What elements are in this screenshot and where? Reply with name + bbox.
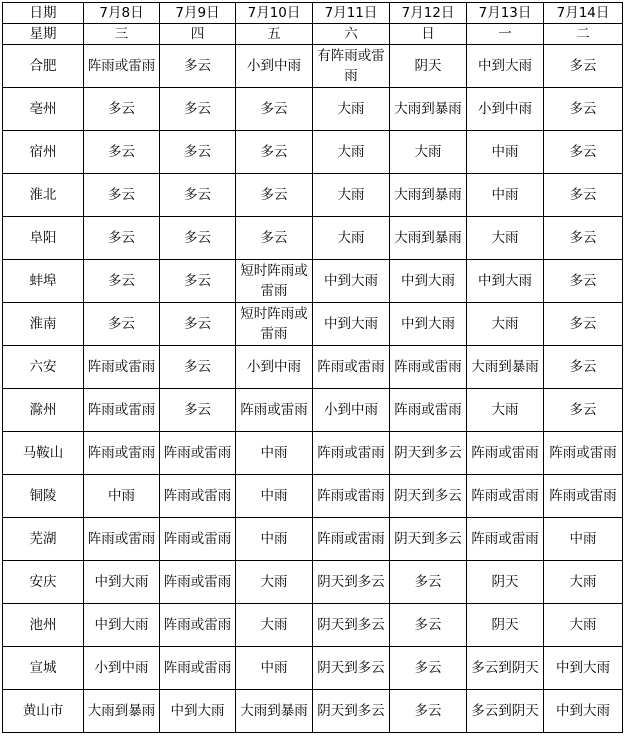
forecast-cell: 阵雨或雷雨 [84,518,160,561]
forecast-cell: 阵雨或雷雨 [236,389,313,432]
forecast-cell: 阵雨或雷雨 [84,45,160,88]
forecast-cell: 大雨 [467,389,544,432]
forecast-cell: 中雨 [467,174,544,217]
forecast-cell: 多云 [544,346,623,389]
city-name: 宿州 [3,131,84,174]
forecast-cell: 多云 [236,88,313,131]
forecast-cell: 中雨 [236,475,313,518]
city-name: 滁州 [3,389,84,432]
forecast-cell: 多云 [160,260,236,303]
table-row [3,346,623,389]
forecast-cell: 中雨 [467,131,544,174]
forecast-cell: 多云 [236,131,313,174]
forecast-cell: 多云 [544,217,623,260]
forecast-cell: 中到大雨 [84,561,160,604]
forecast-cell: 小到中雨 [236,45,313,88]
weekday-cell: 日 [390,24,467,45]
forecast-cell: 多云 [236,174,313,217]
forecast-cell: 阵雨或雷雨 [313,432,390,475]
forecast-cell: 阴天到多云 [313,690,390,733]
city-name: 合肥 [3,45,84,88]
weekday-cell: 一 [467,24,544,45]
forecast-cell: 中雨 [236,647,313,690]
weather-forecast-table [2,2,623,733]
forecast-cell: 多云 [160,88,236,131]
forecast-cell: 阴天 [390,45,467,88]
city-name: 铜陵 [3,475,84,518]
forecast-cell: 阴天到多云 [313,647,390,690]
city-name: 马鞍山 [3,432,84,475]
city-name: 芜湖 [3,518,84,561]
forecast-cell: 阵雨或雷雨 [84,346,160,389]
forecast-rows [3,45,623,733]
city-name: 宣城 [3,647,84,690]
forecast-cell: 多云 [544,260,623,303]
forecast-cell: 中到大雨 [467,45,544,88]
city-name: 黄山市 [3,690,84,733]
forecast-cell: 多云 [544,389,623,432]
forecast-cell: 阵雨或雷雨 [390,346,467,389]
forecast-cell: 有阵雨或雷雨 [313,45,390,88]
forecast-cell: 大雨 [544,604,623,647]
city-name: 六安 [3,346,84,389]
forecast-cell: 中到大雨 [160,690,236,733]
forecast-cell: 大雨 [236,604,313,647]
table-row [3,131,623,174]
forecast-cell: 阵雨或雷雨 [467,432,544,475]
table-row [3,475,623,518]
city-name: 安庆 [3,561,84,604]
forecast-cell: 阵雨或雷雨 [467,518,544,561]
weekday-cell: 四 [160,24,236,45]
forecast-cell: 小到中雨 [467,88,544,131]
forecast-cell: 中到大雨 [544,690,623,733]
forecast-cell: 多云 [160,174,236,217]
forecast-cell: 阵雨或雷雨 [390,389,467,432]
forecast-cell: 中雨 [236,518,313,561]
forecast-cell: 多云 [160,346,236,389]
forecast-cell: 大雨到暴雨 [390,174,467,217]
table-row [3,561,623,604]
forecast-cell: 中到大雨 [313,260,390,303]
forecast-cell: 小到中雨 [236,346,313,389]
forecast-cell: 多云 [390,647,467,690]
forecast-cell: 大雨 [313,217,390,260]
city-name: 蚌埠 [3,260,84,303]
forecast-cell: 多云到阴天 [467,647,544,690]
forecast-cell: 阴天到多云 [390,475,467,518]
forecast-cell: 多云 [84,88,160,131]
forecast-cell: 多云 [160,389,236,432]
table-row [3,518,623,561]
forecast-cell: 小到中雨 [84,647,160,690]
forecast-cell: 多云 [84,217,160,260]
forecast-cell: 大雨 [544,561,623,604]
forecast-cell: 多云 [390,690,467,733]
forecast-cell: 多云 [84,174,160,217]
table-row [3,690,623,733]
forecast-cell: 中雨 [236,432,313,475]
forecast-cell: 多云 [160,45,236,88]
forecast-cell: 阵雨或雷雨 [160,604,236,647]
forecast-cell: 多云 [160,217,236,260]
forecast-cell: 阴天到多云 [390,432,467,475]
forecast-cell: 阵雨或雷雨 [160,647,236,690]
forecast-cell: 中到大雨 [390,303,467,346]
forecast-cell: 阵雨或雷雨 [467,475,544,518]
table-row [3,604,623,647]
date-cell: 7月14日 [544,3,623,24]
forecast-cell: 多云到阴天 [467,690,544,733]
forecast-cell: 多云 [390,561,467,604]
forecast-cell: 中到大雨 [390,260,467,303]
city-name: 池州 [3,604,84,647]
forecast-cell: 多云 [84,131,160,174]
forecast-cell: 多云 [544,131,623,174]
forecast-cell: 阵雨或雷雨 [84,432,160,475]
forecast-cell: 大雨 [313,174,390,217]
forecast-cell: 多云 [544,45,623,88]
table-row [3,647,623,690]
date-label: 日期 [3,3,84,24]
table-row [3,174,623,217]
weekday-cell: 二 [544,24,623,45]
city-name: 阜阳 [3,217,84,260]
forecast-cell: 大雨 [467,303,544,346]
forecast-cell: 中到大雨 [467,260,544,303]
forecast-cell: 中雨 [544,518,623,561]
weekday-label: 星期 [3,24,84,45]
forecast-cell: 多云 [160,131,236,174]
forecast-cell: 阵雨或雷雨 [313,346,390,389]
date-cell: 7月8日 [84,3,160,24]
forecast-cell: 大雨到暴雨 [390,217,467,260]
weekday-header-row [3,24,623,45]
forecast-cell: 阵雨或雷雨 [84,389,160,432]
table-row [3,432,623,475]
forecast-cell: 中到大雨 [313,303,390,346]
forecast-cell: 大雨 [390,131,467,174]
forecast-cell: 阵雨或雷雨 [313,475,390,518]
forecast-cell: 阵雨或雷雨 [544,432,623,475]
forecast-cell: 中到大雨 [84,604,160,647]
forecast-cell: 多云 [160,303,236,346]
date-cell: 7月12日 [390,3,467,24]
forecast-cell: 阵雨或雷雨 [160,518,236,561]
forecast-cell: 短时阵雨或雷雨 [236,303,313,346]
date-cell: 7月9日 [160,3,236,24]
forecast-cell: 多云 [236,217,313,260]
forecast-cell: 短时阵雨或雷雨 [236,260,313,303]
forecast-cell: 阴天 [467,604,544,647]
forecast-cell: 大雨 [313,131,390,174]
forecast-cell: 阵雨或雷雨 [160,432,236,475]
date-cell: 7月13日 [467,3,544,24]
date-header-row [3,3,623,24]
city-name: 淮南 [3,303,84,346]
forecast-cell: 小到中雨 [313,389,390,432]
weekday-cell: 五 [236,24,313,45]
forecast-cell: 多云 [544,88,623,131]
forecast-cell: 多云 [544,303,623,346]
forecast-cell: 阵雨或雷雨 [160,561,236,604]
forecast-cell: 阵雨或雷雨 [313,518,390,561]
forecast-cell: 大雨 [313,88,390,131]
forecast-cell: 多云 [84,260,160,303]
city-name: 淮北 [3,174,84,217]
table-row [3,88,623,131]
forecast-cell: 大雨到暴雨 [390,88,467,131]
date-cell: 7月10日 [236,3,313,24]
table-row [3,389,623,432]
forecast-cell: 阴天到多云 [313,604,390,647]
forecast-cell: 大雨到暴雨 [84,690,160,733]
table-row [3,217,623,260]
forecast-cell: 多云 [390,604,467,647]
forecast-cell: 阴天到多云 [390,518,467,561]
city-name: 亳州 [3,88,84,131]
weekday-cell: 六 [313,24,390,45]
forecast-cell: 大雨 [236,561,313,604]
forecast-cell: 大雨到暴雨 [467,346,544,389]
forecast-cell: 阵雨或雷雨 [544,475,623,518]
date-cell: 7月11日 [313,3,390,24]
forecast-cell: 大雨 [467,217,544,260]
table-row [3,303,623,346]
forecast-cell: 阵雨或雷雨 [160,475,236,518]
forecast-cell: 多云 [84,303,160,346]
forecast-cell: 中雨 [84,475,160,518]
forecast-cell: 中到大雨 [544,647,623,690]
forecast-cell: 多云 [544,174,623,217]
weekday-cell: 三 [84,24,160,45]
forecast-cell: 大雨到暴雨 [236,690,313,733]
table-row [3,45,623,88]
forecast-cell: 阴天 [467,561,544,604]
forecast-cell: 阴天到多云 [313,561,390,604]
table-row [3,260,623,303]
